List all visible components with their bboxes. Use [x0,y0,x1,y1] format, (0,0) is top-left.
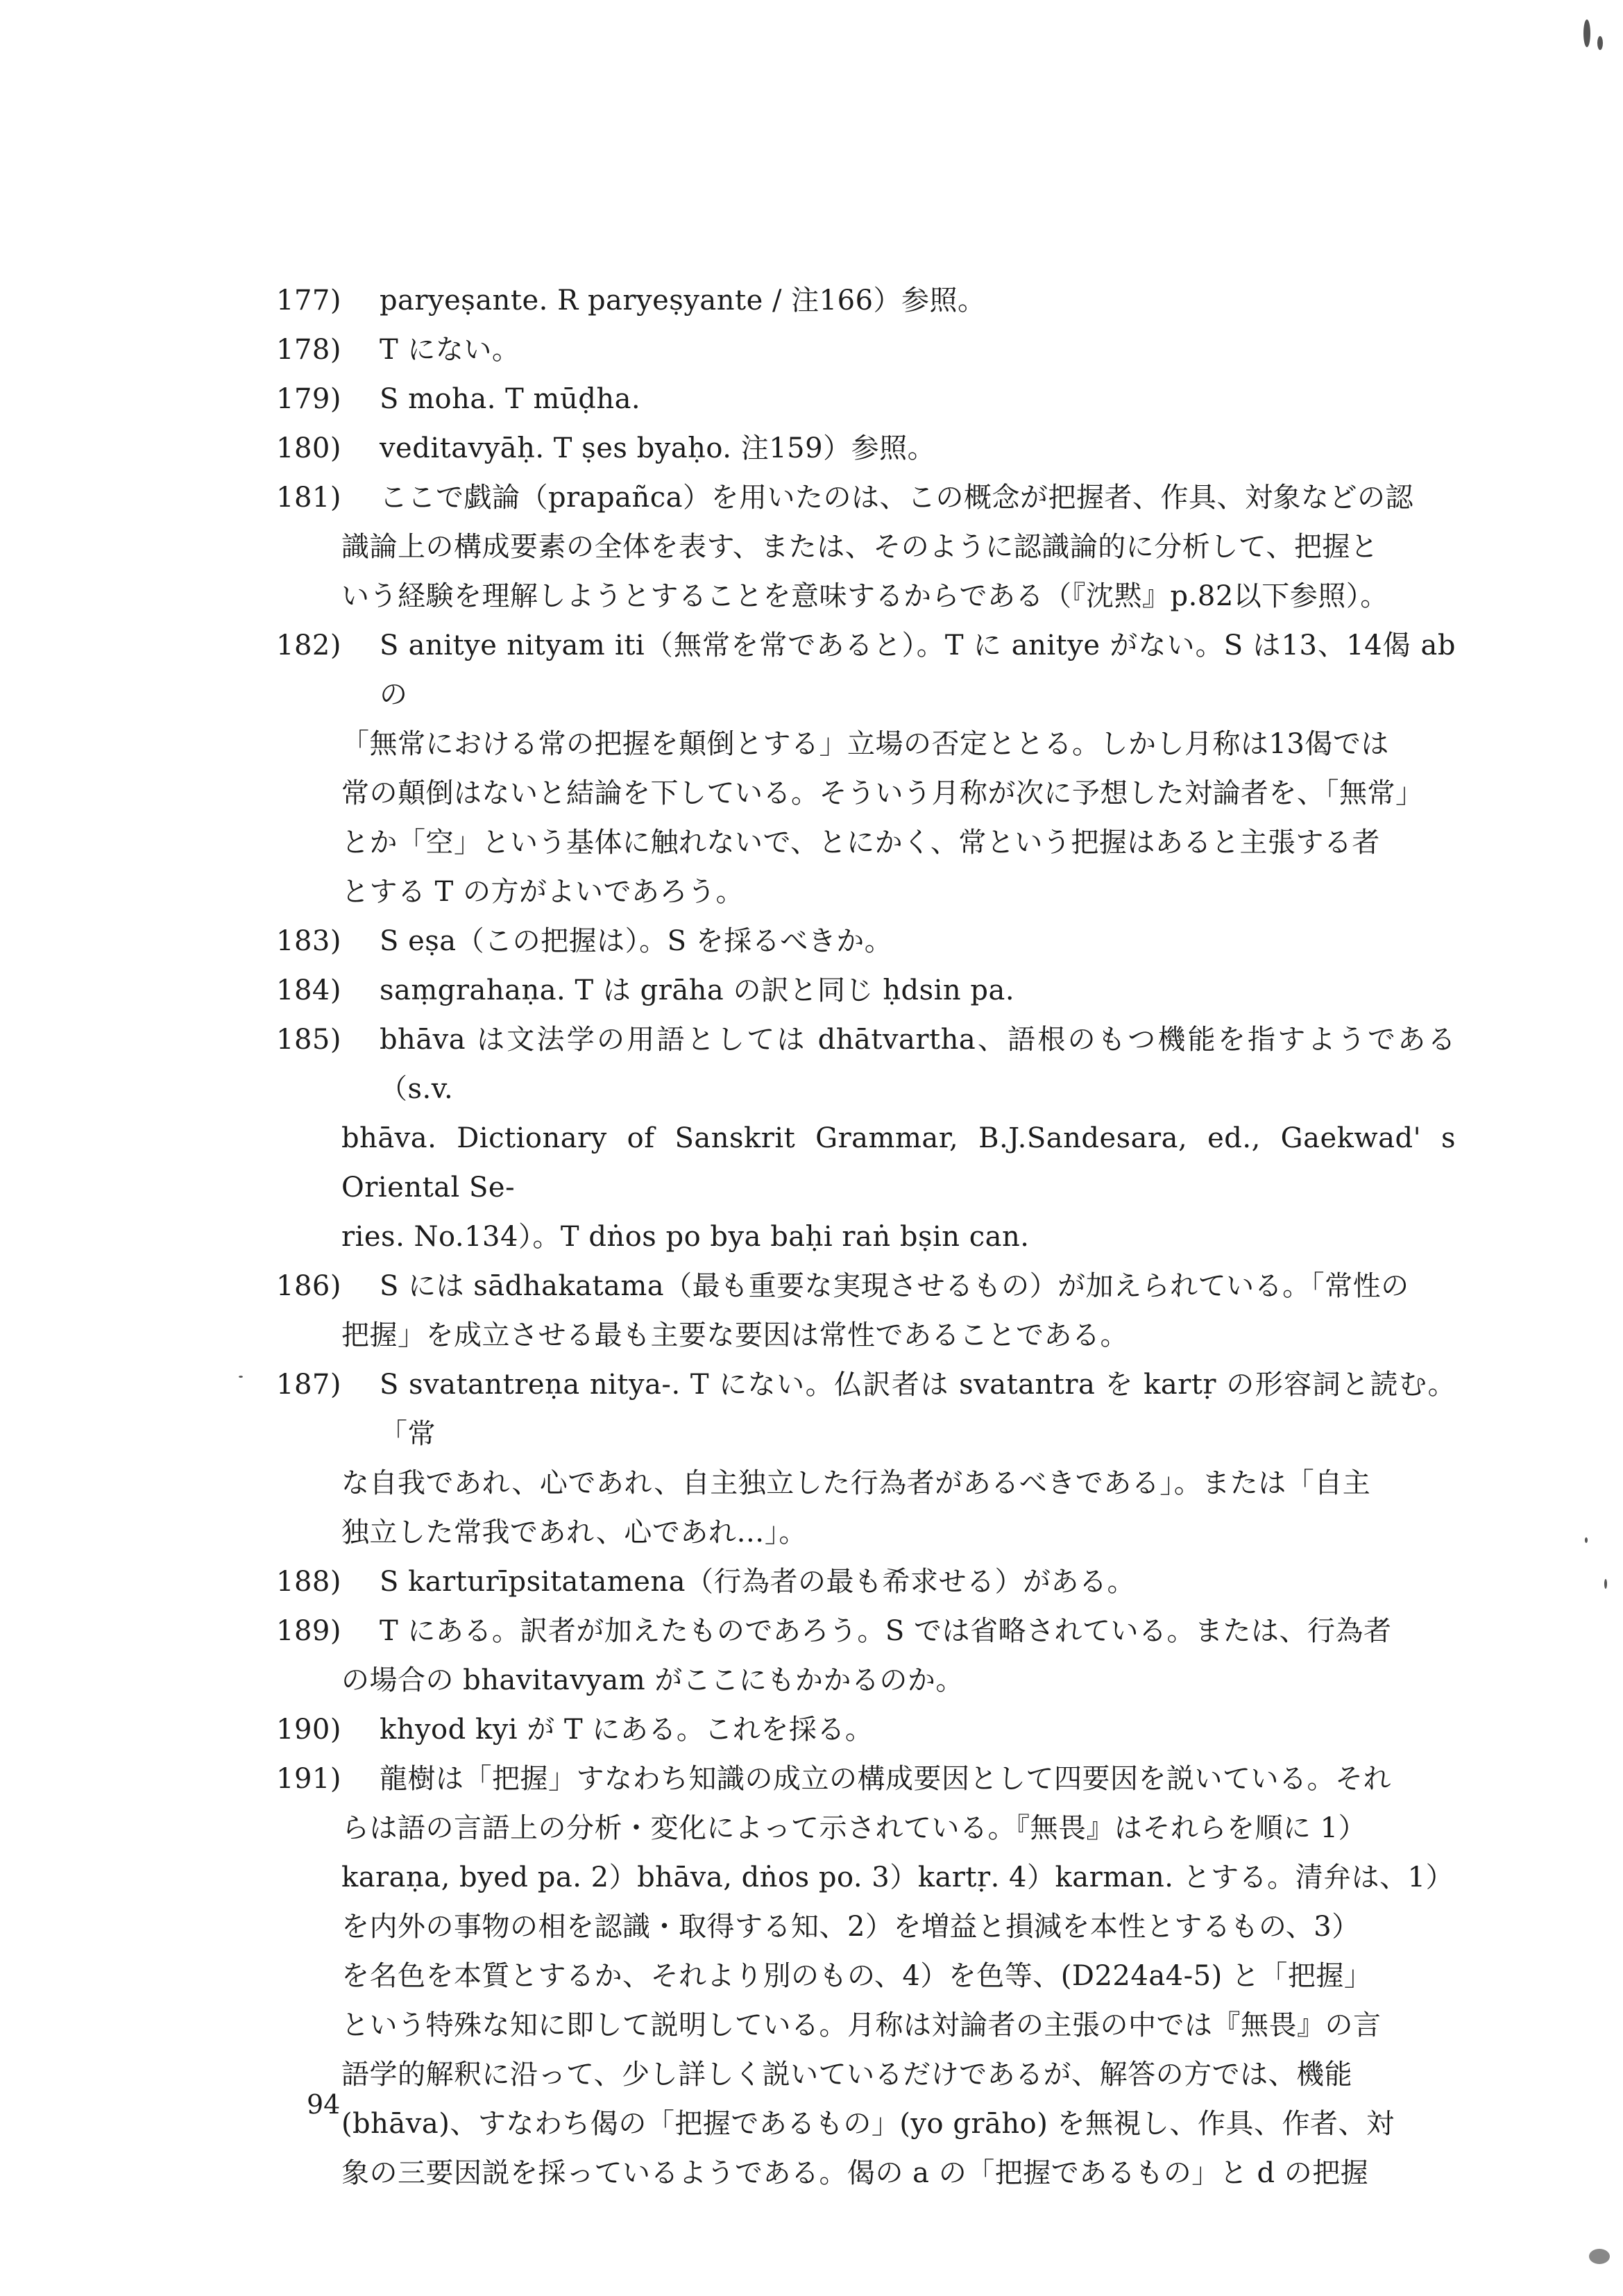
footnote-line: S eṣa（この把握は）。S を採るべきか。 [379,925,893,957]
footnote-line: ここで戯論（prapañca）を用いたのは、この概念が把握者、作具、対象などの認 [379,482,1413,514]
footnote [276,1558,1456,1607]
footnote-text [341,1262,1456,1360]
page-number: 94 [307,2089,341,2120]
footnote-number: 187) [276,1369,341,1401]
footnotes-list [276,276,1456,2198]
footnote-number: 190) [276,1714,341,1746]
footnote [276,1262,1456,1360]
footnote [276,375,1456,424]
footnote-line: という特殊な知に即して説明している。月称は対論者の主張の中では『無畏』の言 [341,2009,1382,2041]
footnote-line: の場合の bhavitavyam がここにもかかるのか。 [341,1664,964,1696]
footnote-line: 龍樹は「把握」すなわち知識の成立の構成要因として四要因を説いている。それ [379,1763,1391,1795]
scan-speck [1589,2249,1610,2264]
footnote-text [341,917,1456,966]
footnote-number: 183) [276,925,341,957]
footnote-line: S moha. T mūḍha. [379,383,641,415]
footnote-number: 188) [276,1566,341,1598]
footnote-text [341,621,1456,917]
footnote-line: 象の三要因説を採っているようである。偈の a の「把握であるもの」と d の把握 [341,2157,1369,2189]
footnote-line: 把握」を成立させる最も主要な要因は常性であることである。 [341,1319,1128,1351]
footnote-number: 189) [276,1615,341,1647]
footnote-number: 181) [276,482,341,514]
footnote [276,1015,1456,1262]
footnote [276,917,1456,966]
footnote-line: らは語の言語上の分析・変化によって示されている。『無畏』はそれらを順に 1） [341,1812,1367,1844]
footnote-line: karaṇa, byed pa. 2）bhāva, dṅos po. 3）kartṛ. 4）karman. とする。清弁は、1） [341,1862,1454,1893]
footnote-line: とか「空」という基体に触れないで、とにかく、常という把握はあると主張する者 [341,827,1380,859]
footnote-line: paryeṣante. R paryeṣyante / 注166）参照。 [379,285,986,316]
footnote [276,621,1456,917]
footnote-number: 180) [276,432,341,464]
footnote-text [341,1705,1456,1755]
footnote-text [341,326,1456,375]
footnote-line: 「無常における常の把握を顛倒とする」立場の否定ととる。しかし月称は13偈では [341,728,1389,760]
footnote-line: 独立した常我であれ、心であれ…」。 [341,1517,807,1548]
footnote-number: 186) [276,1270,341,1302]
footnote-number: 177) [276,285,341,316]
footnote-line: S anitye nityam iti（無常を常であると）。T に anitye がない。S は13、14偈 ab の [379,630,1456,711]
footnote-line: veditavyāḥ. T ṣes byaḥo. 注159）参照。 [379,432,936,464]
footnote-number: 182) [276,630,341,661]
footnote-text [341,1558,1456,1607]
footnote-text [341,424,1456,473]
footnote-number: 178) [276,334,341,366]
footnote-line: 語学的解釈に沿って、少し詳しく説いているだけであるが、解答の方では、機能 [341,2059,1353,2091]
footnote-line: T にある。訳者が加えたものであろう。S では省略されている。または、行為者 [379,1615,1392,1647]
footnote-line: bhāva. Dictionary of Sanskrit Grammar, B.J.Sandesara, ed., Gaekwad' s Oriental Se- [341,1122,1456,1204]
footnote [276,424,1456,473]
scan-speck [1583,19,1590,47]
footnote-line: とする T の方がよいであろう。 [341,876,745,908]
footnote-text [341,276,1456,326]
footnote [276,1705,1456,1755]
footnote-number: 191) [276,1763,341,1795]
footnote-number: 185) [276,1024,341,1056]
footnote-line: いう経験を理解しようとすることを意味するからである（『沈黙』p.82以下参照）。 [341,580,1388,612]
footnote-line: S svatantreṇa nitya-. T にない。仏訳者は svatantra を kartṛ の形容詞と読む。「常 [379,1369,1456,1450]
scan-speck [1604,1579,1607,1589]
footnote-line: (bhāva)、すなわち偈の「把握であるもの」(yo grāho) を無視し、作具、作者、対 [341,2108,1395,2140]
footnote-line: 識論上の構成要素の全体を表す、または、そのように認識論的に分析して、把握と [341,531,1379,563]
footnote-line: T にない。 [379,334,520,366]
footnote-text [341,1755,1456,2198]
footnote [276,1607,1456,1705]
footnote [276,1360,1456,1558]
scan-speck [1597,36,1603,50]
footnote-line: な自我であれ、心であれ、自主独立した行為者があるべきである」。または「自主 [341,1467,1371,1499]
footnote [276,966,1456,1015]
footnote-line: ries. No.134）。T dṅos po bya baḥi raṅ bṣin can. [341,1221,1030,1253]
footnote-text [341,375,1456,424]
footnote-line: S には sādhakatama（最も重要な実現させるもの）が加えられている。「常性の [379,1270,1409,1302]
footnote-text [341,966,1456,1015]
footnote-text [341,1607,1456,1705]
footnote-text [341,473,1456,621]
footnote-line: を内外の事物の相を認識・取得する知、2）を増益と損減を本性とするもの、3） [341,1911,1360,1943]
footnote-line: bhāva は文法学の用語としては dhātvartha、語根のもつ機能を指すようである（s.v. [379,1024,1456,1105]
footnote [276,326,1456,375]
scan-speck [1585,1537,1588,1543]
footnote [276,473,1456,621]
footnote-text [341,1015,1456,1262]
footnote-number: 179) [276,383,341,415]
footnote-line: saṃgrahaṇa. T は grāha の訳と同じ ḥdsin pa. [379,974,1015,1006]
footnote-line: を名色を本質とするか、それより別のもの、4）を色等、(D224a4-5) と「把握」 [341,1960,1373,1992]
footnote-number: 184) [276,974,341,1006]
footnote-line: S karturīpsitatamena（行為者の最も希求せる）がある。 [379,1566,1136,1598]
footnote-text [341,1360,1456,1558]
footnote [276,276,1456,326]
footnote-line: khyod kyi が T にある。これを採る。 [379,1714,874,1746]
scan-speck [239,1376,243,1378]
footnote-line: 常の顛倒はないと結論を下している。そういう月称が次に予想した対論者を、「無常」 [341,777,1424,809]
footnote [276,1755,1456,2198]
